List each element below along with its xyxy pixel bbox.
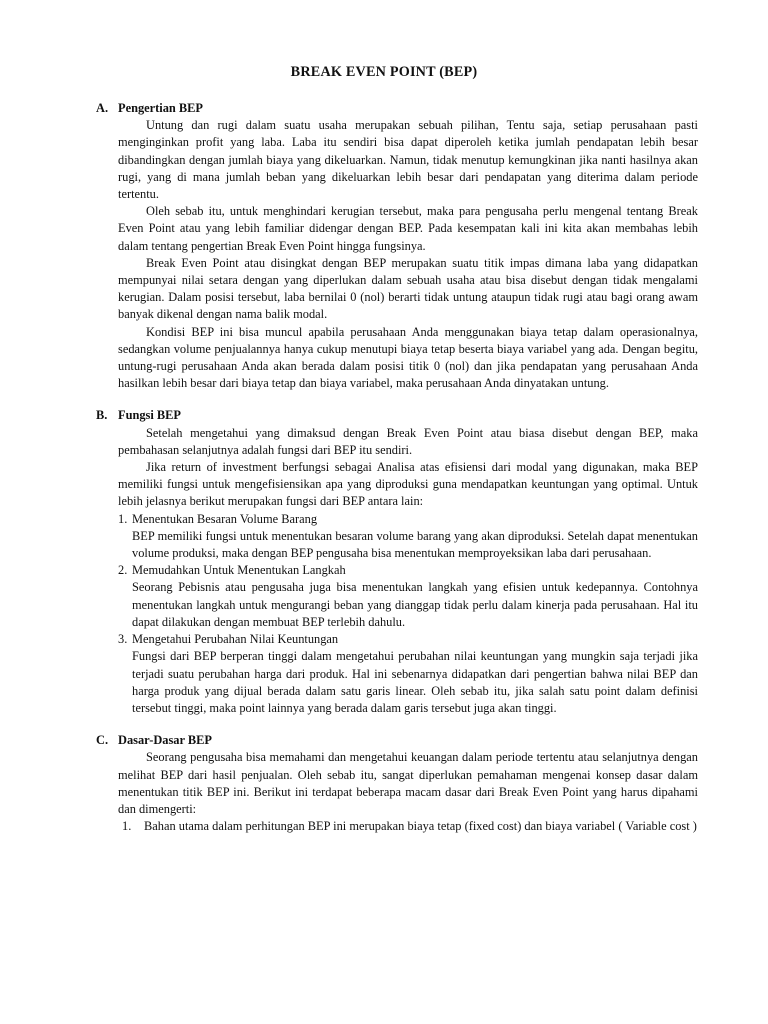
- list-item-desc: Seorang Pebisnis atau pengusaha juga bisa menentukan langkah yang efisien untuk kedepannya. Contohnya menentukan langkah untuk mengurangi beban yang dianggap tidak perlu dalam kinerja pada perusahaan. Hal itu dapat dilakukan dengan membuat BEP terlebih dahulu.: [132, 580, 698, 629]
- section-letter: B.: [96, 408, 108, 423]
- list-item-title: Mengetahui Perubahan Nilai Keuntungan: [132, 632, 339, 647]
- section-title: Fungsi BEP: [118, 408, 182, 423]
- paragraph: Break Even Point atau disingkat dengan BEP merupakan suatu titik impas dimana laba yang didapatkan mempunyai nilai setara dengan yang diperlukan dalam sebuah usaha atau bisa disebut dengan tidak mengalami kerugian. Dalam posisi tersebut, laba bernilai 0 (nol) berarti tidak untung ataupun tidak rugi atau bagi orang awam banyak dikenal dengan nama balik modal.: [118, 255, 698, 322]
- paragraph: Untung dan rugi dalam suatu usaha merupakan sebuah pilihan, Tentu saja, setiap perusahaan pasti menginginkan profit yang laba. Laba itu sendiri bisa dapat diperoleh ketika jumlah pendapatan lebih besar dibandingkan dengan jumlah biaya yang dikeluarkan. Namun, tidak menutup kemungkinan jika nanti hasilnya akan rugi, yang di mana jumlah beban yang dikeluarkan lebih besar dari pendapatan yang diterima dalam periode tertentu.: [118, 118, 698, 202]
- document-title: BREAK EVEN POINT (BEP): [290, 64, 478, 80]
- section-letter: A.: [96, 101, 109, 115]
- list-item-title: Bahan utama dalam perhitungan BEP ini merupakan biaya tetap (fixed cost) dan biaya variabel ( Variable cost ): [144, 819, 697, 834]
- list-item-title: Menentukan Besaran Volume Barang: [132, 511, 318, 526]
- list-item: [118, 562, 698, 631]
- list-item-desc: BEP memiliki fungsi untuk menentukan besaran volume barang yang akan diproduksi. Setelah dapat menentukan volume produksi, maka dengan BEP pengusaha bisa menentukan memproyeksikan laba dari perusahaan.: [132, 528, 698, 561]
- list-item-title: Memudahkan Untuk Menentukan Langkah: [132, 563, 346, 578]
- list-item: [118, 818, 698, 835]
- section-title: Dasar-Dasar BEP: [118, 733, 212, 748]
- paragraph: Setelah mengetahui yang dimaksud dengan Break Even Point atau biasa disebut dengan BEP, maka pembahasan selanjutnya adalah fungsi dari BEP itu sendiri.: [118, 425, 698, 457]
- paragraph: Seorang pengusaha bisa memahami dan mengetahui keuangan dalam periode tertentu atau selanjutnya dengan melihat BEP dari hasil penjualan. Oleh sebab itu, sangat diperlukan pemahaman mengenai konsep dasar dalam menentukan titik BEP ini. Berikut ini terdapat beberapa macam dasar dari Break Even Point yang harus dipahami dan dimengerti:: [118, 750, 698, 816]
- paragraph: Kondisi BEP ini bisa muncul apabila perusahaan Anda menggunakan biaya tetap dalam operasionalnya, sedangkan volume penjualannya hanya cukup menutupi biaya tetap beserta biaya variabel yang ada. Dengan begitu, untung-rugi perusahaan Anda akan berada dalam posisi titik 0 (nol) dan jika pendapatan yang perusahaan Anda hasilkan lebih besar dari biaya tetap dan biaya variabel, maka perusahaan Anda dinyatakan untung.: [118, 324, 698, 391]
- document-body: [96, 100, 698, 835]
- section-heading-c: [96, 732, 698, 749]
- section-heading-a: [96, 100, 698, 117]
- paragraph: Oleh sebab itu, untuk menghindari kerugian tersebut, maka para pengusaha perlu mengenal tentang Break Even Point atau yang lebih familiar didengar dengan BEP. Pada kesempatan kali ini kita akan membahas lebih dalam tentang pengertian Break Even Point hingga fungsinya.: [118, 204, 698, 253]
- section-heading-b: [96, 407, 698, 424]
- section-letter: C.: [96, 733, 109, 748]
- paragraph: Jika return of investment berfungsi sebagai Analisa atas efisiensi dari modal yang digunakan, maka BEP memiliki fungsi untuk mengefisiensikan apa yang diproduksi guna mendapatkan keuntungan yang optimal. Untuk lebih jelasnya berikut merupakan fungsi dari BEP antara lain:: [118, 460, 698, 509]
- list-number: 1.: [118, 511, 128, 526]
- list-item-desc: Fungsi dari BEP berperan tinggi dalam mengetahui perubahan nilai keuntungan yang mungkin saja terjadi jika terjadi suatu perubahan harga dari produk. Hal ini sebenarnya didapatkan dari pengertian bahwa nilai BEP dan harga produk yang dijual berada dalam satu garis linear. Oleh sebab itu, jika salah satu point dalam definisi tersebut tinggi, maka point lainnya yang berada dalam garis tersebut juga akan tinggi.: [132, 649, 698, 715]
- list-item: [118, 631, 698, 717]
- function-list: [118, 511, 698, 717]
- section-title: Pengertian BEP: [118, 101, 204, 115]
- list-number: 3.: [118, 632, 128, 647]
- list-number: 1.: [122, 819, 132, 834]
- list-item: [118, 511, 698, 563]
- list-number: 2.: [118, 563, 128, 578]
- basics-list: [118, 818, 698, 835]
